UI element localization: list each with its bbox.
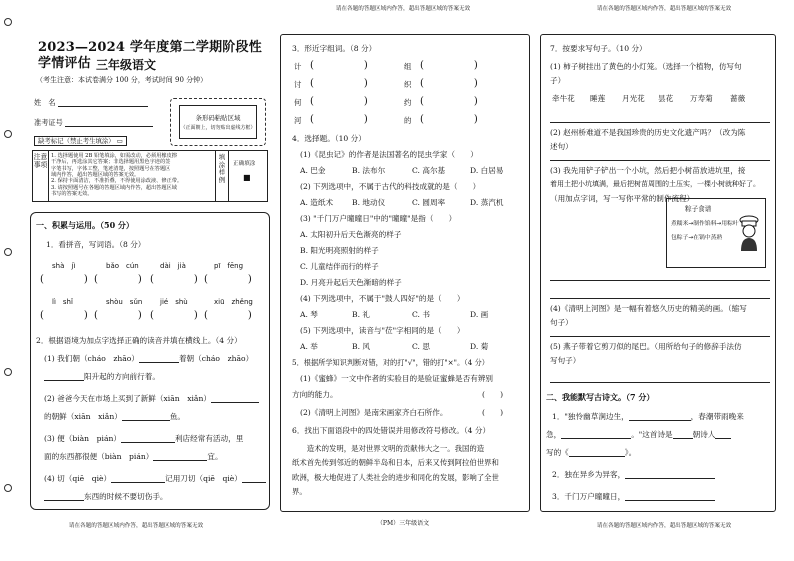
- q2-2: (2) 爸爸今天在市场上买到了新鲜（xiān xiǎn）: [44, 394, 259, 403]
- binding-holes: [4, 12, 14, 549]
- poem-2: 2．独在异乡为异客，: [552, 470, 715, 479]
- id-label: 准考证号: [34, 118, 63, 127]
- pinyin-2: bǎo cún: [106, 262, 139, 270]
- q4-prompt: 4．选择题。（10 分）: [292, 134, 366, 143]
- plant-6: 蔷薇: [730, 94, 746, 103]
- plant-4: 昙花: [658, 94, 674, 103]
- plant-2: 睡莲: [590, 94, 606, 103]
- q5-prompt: 5．根据所学知识判断对错，对的打"√"，错的打"×"。（4 分）: [292, 358, 489, 367]
- pinyin-6: shòu sǔn: [106, 298, 143, 306]
- q2-1: (1) 我们朝（cháo zhāo） 着朝（cháo zhāo）: [44, 354, 254, 363]
- q5-1: (1)《蜜蜂》一文中作者的实验目的是验证蜜蜂是否有辨别: [300, 374, 494, 383]
- q7-1: (1) 柿子树挂出了黄色的小灯笼。（选择一个植物，仿写句: [550, 62, 742, 71]
- answer-sheet-column-2: 请在各题的答题区域内作答，超出答题区域的答案无效 3．形近字组词。（8 分） 计 ( ) 组 ( ) 讨 ( ) 织 ( ) 何 ( ) 约 ( ) 河 ( ) 的 ( ) 4．选择题。（10 分） (1)《昆虫记》的作者是法国著名的昆虫学家（ ） A. 巴金 B. 法布尔 C. 高尔基 D. 白居易 (2) 下列选项中，不属于古代的科技成就的是（ ） A. 造纸术 B. 地动仪 C. 圆周率 D. 蒸汽机 (3) "千门万户曈曈日"中的"曈曈"是指（ ） A. 太阳初升后天色渐亮的样子 B. 阳光明亮照射的样子 C. 儿童结伴而行的样子 D. 月亮升起后天色渐暗的样子 (4) 下列选项中，不属于"鼓人四好"的是（ ） A. 琴 B. 礼 C. 书 D. 画 (5) 下列选项中，读音与"莅"字相同的是（ ） A. 举 B. 风 C. 思 D. 菊 5．根据所学知识判断对错，对的打"√"，错的打"×"。（4 分） (1)《蜜蜂》一文中作者的实验目的是验证蜜蜂是否有辨别 方向的能力。 ( ) (2)《清明上河图》是南宋画家齐白石所作。 ( ) 6．找出下面语段中的四处错误并用修改符号修改。（4 分） 造术的发明，是对世界文明的贡献伟大之一。我国的造 纸术首先传到邻近的朝鲜半岛和日本，后来又传到阿拉伯世界和 欧洲，极大地促进了人类社会的进步和同化的发展，影响了全世 界。 （PM）三年级语文: [272, 0, 534, 561]
- q2-3: (3) 便（biàn pián） 利店经常有活动，里: [44, 434, 244, 443]
- q6-prompt: 6．找出下面语段中的四处错误并用修改符号修改。（4 分）: [292, 426, 491, 435]
- answer-sheet-column-1: 2023—2024 学年度第二学期阶段性学情评估 三年级语文 （考生注意：本试卷满分 100 分，考试时间 90 分钟） 姓 名 准考证号 缺考标记（禁止考生填涂） ▭ 条形码粘贴区域 （正面朝上，切勿贴出虚线方框） 注意事项 1. 选择题使用 2B 铅笔填涂，如需改动，必须用橡皮擦 干净后，再选涂其它答案；非选择题用黑色字迹的签 字笔书写，字体工整，笔迹清楚，按照题号在答题区 域内作答，超出答题区域的答案无效。 2. 保持卡面清洁，不准折叠，不得使用涂改液、修正带。 3. 请按照题号在各题的答题区域内作答，超出答题区域 书写的答案无效。 填涂样例 正确填涂 ■ 一、积累与运用。（50 分） 1．看拼音，写词语。（8 分） shà jì bǎo cún dài jià pī fēng ( ) ( ) ( ) ( ) lì shǐ shòu sǔn jié shù xiū zhěng ( ) ( ) ( ) ( ) 2．根据语境为加点字选择正确的读音并填在横线上。（4 分） (1) 我们朝（cháo zhāo） 着朝（cháo zhāo） 阳升起的方向前行着。 (2) 爸爸今天在市场上买到了新鲜（xiān xiǎn） 的朝鲜（xiān xiǎn） 鱼。 (3) 便（biàn pián） 利店经常有活动，里 面的东西都很便（biàn pián） 宜。 (4) 切（qiē qiè） 记用刀切（qiē qiè） 东西的时候不要切伤手。 请在各题的答题区域内作答，超出答题区域的答案无效: [0, 0, 272, 561]
- exam-note: （考生注意：本试卷满分 100 分，考试时间 90 分钟）: [36, 76, 208, 84]
- q5-2: (2)《清明上河图》是南宋画家齐白石所作。: [300, 408, 448, 417]
- q7-5: (5) 燕子带着它剪刀似的尾巴。（用所给句子的修辞手法仿: [550, 342, 742, 351]
- exam-subtitle: 三年级语文: [96, 58, 157, 72]
- recipe-step-1: 煮糯米→制作馅料→用粽叶: [671, 221, 739, 227]
- answer-line[interactable]: [550, 280, 770, 281]
- section-2-title: 二、我能默写古诗文。（7 分）: [546, 392, 655, 402]
- correct-fill-mark: ■: [243, 173, 251, 182]
- q2-2-cont: 的朝鲜（xiān xiǎn） 鱼。: [44, 412, 186, 421]
- pinyin-4: pī fēng: [214, 262, 244, 270]
- recipe-illustration: [666, 198, 766, 268]
- q7-3: (3) 我先用铲子铲出一个小坑，然后把小树苗放进坑里，接: [550, 166, 746, 175]
- barcode-label: 条形码粘贴区域: [195, 114, 241, 122]
- chef-icon: [737, 215, 761, 251]
- notes-list: 1. 选择题使用 2B 铅笔填涂，如需改动，必须用橡皮擦 干净后，再选涂其它答案；非选择题用黑色字迹的签 字笔书写，字体工整，笔迹清楚，按照题号在答题区 域内作答，超出答题区域的答案无效。 2. 保持卡面清洁，不准折叠，不得使用涂改液、修正带。 3. 请按照题号在各题的答题区域内作答，超出答题区域 书写的答案无效。: [51, 153, 183, 198]
- answer-sheet-column-3: 请在各题的答题区域内作答，超出答题区域的答案无效 7．按要求写句子。（10 分） (1) 柿子树挂出了黄色的小灯笼。（选择一个植物，仿写句 子） 牵牛花 睡莲 月光花 昙花 万寿菊 蔷薇 (2) 赵州桥难道不是我国珍贵的历史文化遗产吗？（改为陈 述句） (3) 我先用铲子铲出一个小坑，然后把小树苗放进坑里，接 着用土把小坑填满，最后把树苗周围的土压实，一棵小树就种好了。 （用加点字词，写一写你平常的制作流程） 粽子食谱 煮糯米→制作馅料→用粽叶 包粽子→在锅中蒸熟 (4)《清明上河图》是一幅有着悠久历史的精美的画。（缩写 句子） (5) 燕子带着它剪刀似的尾巴。（用所给句子的修辞手法仿 写句子） 二、我能默写古诗文。（7 分） 1．"独怜幽草涧边生， ，春潮带雨晚来 急， 。"这首诗是 朝诗人 写的《 》。 2．独在异乡为异客， 3．千门万户曈曈日， 请在各题的答题区域内作答，超出答题区域的答案无效: [534, 0, 794, 561]
- id-field[interactable]: [34, 118, 153, 127]
- bottom-notice-1: 请在各题的答题区域内作答，超出答题区域的答案无效: [68, 523, 204, 529]
- column-3-box: [540, 34, 776, 512]
- poem-3: 3．千门万户曈曈日，: [552, 492, 715, 501]
- top-notice-2: 请在各题的答题区域内作答，超出答题区域的答案无效: [335, 6, 471, 12]
- q4-3: (3) "千门万户曈曈日"中的"曈曈"是指（ ）: [300, 214, 457, 223]
- pinyin-1: shà jì: [52, 262, 76, 270]
- q6-paragraph: 造术的发明，是对世界文明的贡献伟大之一。我国的造 纸术首先传到邻近的朝鲜半岛和日本，后来又传到阿拉伯世界和 欧洲，极大地促进了人类社会的进步和同化的发展，影响了全世 界。: [292, 444, 499, 497]
- q2-3-cont: 面的东西都很便（biàn pián） 宜。: [44, 452, 223, 461]
- top-notice-3: 请在各题的答题区域内作答，超出答题区域的答案无效: [596, 6, 732, 12]
- exam-title: 2023—2024 学年度第二学期阶段性学情评估: [38, 40, 262, 72]
- q7-2: (2) 赵州桥难道不是我国珍贵的历史文化遗产吗？（改为陈: [550, 128, 746, 137]
- name-field[interactable]: [34, 98, 148, 107]
- barcode-hint: （正面朝上，切勿贴出虚线方框）: [180, 125, 256, 131]
- q7-prompt: 7．按要求写句子。（10 分）: [550, 44, 647, 53]
- q2-1-cont: 阳升起的方向前行着。: [44, 372, 160, 381]
- pinyin-5: lì shǐ: [52, 298, 73, 306]
- answer-line[interactable]: [550, 122, 770, 123]
- notes-label: 注意事项: [33, 151, 49, 201]
- plant-1: 牵牛花: [552, 94, 575, 103]
- footer-center: （PM）三年级语文: [376, 520, 430, 527]
- recipe-step-2: 包粽子→在锅中蒸熟: [671, 235, 723, 241]
- pinyin-3: dài jià: [160, 262, 186, 270]
- poem-1: 1．"独怜幽草涧边生， ，春潮带雨晚来: [552, 412, 744, 421]
- answer-line[interactable]: [550, 382, 770, 383]
- q2-4-cont: 东西的时候不要切伤手。: [44, 492, 168, 501]
- correct-fill-label: 正确填涂: [233, 161, 256, 167]
- answer-line[interactable]: [550, 298, 770, 299]
- q2-4: (4) 切（qiē qiè） 记用刀切（qiē qiè）: [44, 474, 266, 483]
- q4-4: (4) 下列选项中，不属于"鼓人四好"的是（ ）: [300, 294, 465, 303]
- plant-3: 月光花: [622, 94, 645, 103]
- plant-5: 万寿菊: [690, 94, 713, 103]
- q4-2: (2) 下列选项中，不属于古代的科技成就的是（ ）: [300, 182, 481, 191]
- pinyin-7: jié shù: [160, 298, 188, 306]
- name-label: 姓 名: [34, 98, 56, 107]
- q2-prompt: 2．根据语境为加点字选择正确的读音并填在横线上。（4 分）: [36, 336, 242, 345]
- answer-line[interactable]: [550, 160, 770, 161]
- q4-1: (1)《昆虫记》的作者是法国著名的昆虫学家（ ）: [300, 150, 478, 159]
- barcode-area: [170, 98, 266, 146]
- fill-example-label: 填涂样例: [215, 151, 229, 201]
- q1-prompt: 1．看拼音，写词语。（8 分）: [46, 240, 146, 249]
- bottom-notice-3: 请在各题的答题区域内作答，超出答题区域的答案无效: [596, 523, 732, 529]
- q7-4: (4)《清明上河图》是一幅有着悠久历史的精美的画。（缩写: [550, 304, 747, 313]
- q3-prompt: 3．形近字组词。（8 分）: [292, 44, 377, 53]
- poem-1-title: 写的《 》。: [546, 448, 637, 457]
- answer-line[interactable]: [550, 336, 770, 337]
- recipe-title: 粽子食谱: [685, 205, 712, 213]
- absent-label: 缺考标记（禁止考生填涂）: [38, 137, 115, 145]
- q4-5: (5) 下列选项中，读音与"莅"字相同的是（ ）: [300, 326, 465, 335]
- instructions-table: [32, 150, 268, 202]
- poem-1-cont: 急， 。"这首诗是 朝诗人: [546, 430, 731, 439]
- pinyin-8: xiū zhěng: [214, 298, 253, 306]
- section-1-title: 一、积累与运用。（50 分）: [36, 220, 134, 230]
- absent-mark[interactable]: 缺考标记（禁止考生填涂） ▭: [34, 136, 127, 146]
